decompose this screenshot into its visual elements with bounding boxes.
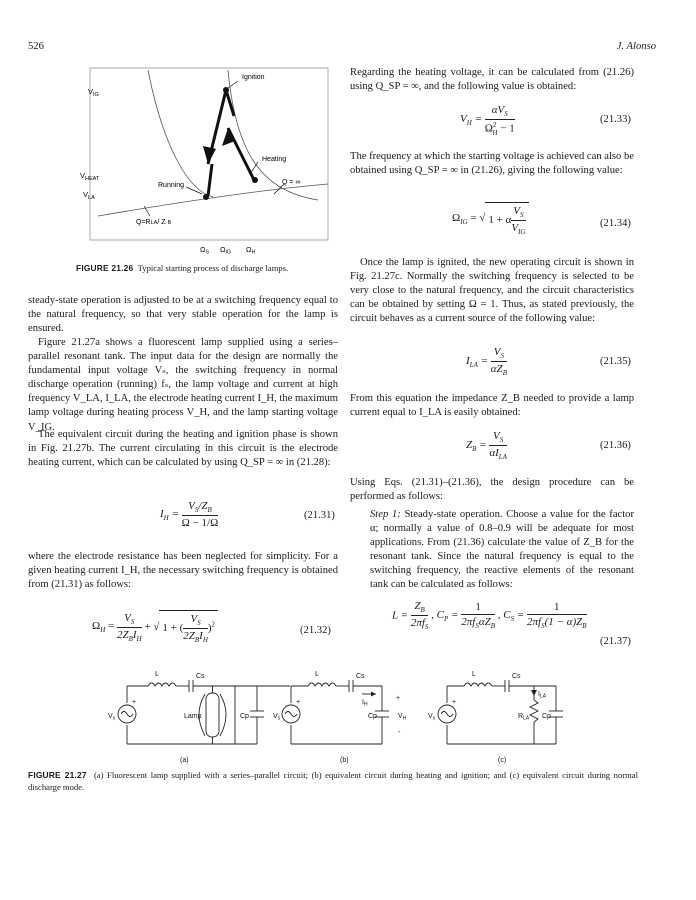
right-step-1: Step 1: Steady-state operation. Choose a value for the factor α; normally a value of 0.8–0.9 will be adequate for most applications. From (21.36) calculate the value of Z_B for the resonant tank. Since the natural frequency is equal to the switching frequency, the reactive elements of the resonant tank can be calculated as follows: (370, 509, 635, 591)
left-paragraph-3: The equivalent circuit during the heating and ignition phase is shown in Fig. 21.27b. The current circulating in this circuit is the electrode heating current, which can be calculated by using Q_SP = ∞ in (21.28): (28, 429, 338, 469)
svg-text:Cp: Cp (240, 713, 249, 720)
svg-text:+: + (296, 699, 301, 706)
svg-text:VH: $V_H$ (398, 713, 407, 722)
label-ignition: Ignition (242, 74, 265, 81)
label-omega-h: $\Omega_H$ (246, 245, 256, 256)
svg-text:Cp: Cp (368, 713, 377, 720)
left-paragraph-1: steady-state operation is adjusted to be at a switching frequency equal to the natural frequency, so that very stable operation for the lamp is ensured. (28, 295, 338, 335)
equation-21-34: $\Omega_{IG}$ = √ 1 + α $\frac{V_S}{V_{IG}}$ (452, 202, 529, 236)
figure-21-27-caption: FIGURE 21.27 (a) Fluorescent lamp supplied with a series–parallel circuit; (b) equivalent circuit during heating and ignition; and (c) equivalent circuit during normal discharge mode. (28, 770, 639, 792)
running-author: J. Alonso (616, 41, 656, 52)
svg-text:(a): (a) (180, 757, 189, 764)
svg-text:+: + (396, 695, 401, 702)
label-running: Running (158, 182, 185, 189)
equation-21-35: $I_{LA}$ = $\frac{V_S}{\alpha Z_B}$ (466, 346, 507, 378)
right-paragraph-2: The frequency at which the starting voltage is achieved can also be obtained using Q_SP = ∞ in (21.26), giving the following value: (350, 151, 634, 177)
curve-left (148, 70, 213, 197)
svg-text:(c): (c) (498, 757, 507, 764)
svg-text:+: + (132, 699, 137, 706)
current-arrow-b-icon (371, 692, 376, 697)
circuit-b (282, 680, 389, 744)
svg-text:ILA: $I_{LA}$ (538, 691, 547, 700)
inductor-b-icon (308, 683, 336, 686)
svg-text:L: L (315, 671, 319, 678)
svg-text:Cs: Cs (512, 673, 521, 680)
curve-right (228, 70, 318, 200)
trajectory-drop (208, 164, 212, 196)
right-paragraph-5: Using Eqs. (21.31)–(21.36), the design procedure can be performed as follows: (350, 477, 634, 503)
page-number: 526 (28, 41, 44, 52)
equation-number-21-37: (21.37) (600, 636, 631, 647)
label-q-infinity: Q = ∞ (282, 179, 301, 186)
equation-number-21-34: (21.34) (600, 218, 631, 229)
right-paragraph-1: Regarding the heating voltage, it can be calculated from (21.26) using Q_SP = ∞, and the following value is obtained: (350, 67, 634, 93)
equation-21-33: $V_H$ = $\frac{\alpha V_S}{\Omega^2_H - 1}$ (460, 104, 515, 138)
equation-21-37: L = $\frac{Z_B}{2\pi f_S}$ , $C_P$ = $\frac{1}{2\pi f_S\alpha Z_B}$ , $C_S$ = $\frac{1}{2\pi f_S(1 - \alpha)Z_B}$ (392, 600, 587, 632)
figure-21-26 (78, 66, 342, 262)
curve-running (98, 184, 328, 216)
equation-number-21-35: (21.35) (600, 356, 631, 367)
svg-text:Vs: $V_s$ (273, 713, 281, 722)
circuit-a (118, 680, 290, 744)
svg-text:Cp: Cp (542, 713, 551, 720)
equation-number-21-36: (21.36) (600, 440, 631, 451)
inductor-c-icon (464, 683, 492, 686)
left-paragraph-2: Figure 21.27a shows a fluorescent lamp supplied using a series–parallel resonant tank. The input data for the design are normally the fundamental input voltage Vₛ, the switching frequency in normal discharge operation (running) fₛ, the lamp voltage and current at high frequency V_LA, I_LA, the electrode heating current I_H, the maximum lamp voltage during heating process V_H, and the lamp starting voltage V_IG. (28, 337, 338, 433)
lamp-tube-icon (206, 693, 219, 737)
resistor-c-icon (530, 700, 538, 722)
inductor-a-icon (148, 683, 176, 686)
svg-text:L: L (472, 671, 476, 678)
svg-text:Vs: $V_s$ (428, 713, 436, 722)
right-paragraph-3: Once the lamp is ignited, the new operating circuit is shown in Fig. 21.27c. Normally the switching frequency is selected to be very close to the natural frequency, and the circuit characteristics can be obtained by setting Ω = 1. Thus, as stated previously, the circuit behaves as a current source of the following value: (350, 257, 634, 325)
svg-text:(b): (b) (340, 757, 349, 764)
equation-21-36: $Z_B$ = $\frac{V_S}{\alpha I_{LA}}$ (466, 430, 507, 462)
label-heating: Heating (262, 156, 287, 163)
svg-text:Cs: Cs (356, 673, 365, 680)
label-v-heat: $V_{HEAT}$ (80, 171, 100, 182)
svg-text:+: + (452, 699, 457, 706)
equation-number-21-31: (21.31) (304, 510, 335, 521)
label-omega-ig: $\Omega_{IG}$ (220, 245, 231, 256)
svg-text:Lamp: Lamp (184, 713, 202, 720)
point-running (203, 194, 209, 200)
figure-21-27 (100, 666, 590, 768)
svg-text:RLA: $R_{LA}$ (518, 713, 530, 722)
equation-21-32: $\Omega_H$ = $\frac{V_S}{2Z_BI_H}$ + √ 1 + ( $\frac{V_S}{2Z_BI_H}$ )$^2$ (92, 610, 218, 644)
figure-21-26-caption: FIGURE 21.26 Typical starting process of discharge lamps. (76, 263, 289, 273)
svg-text:-: - (398, 729, 401, 736)
label-omega-s: $\Omega_S$ (200, 245, 209, 256)
svg-text:Cs: Cs (196, 673, 205, 680)
label-v-ig: $V_{IG}$ (88, 87, 99, 98)
svg-text:Vs: $V_s$ (108, 713, 116, 722)
label-v-la: $V_{LA}$ (83, 190, 95, 201)
label-q-ratio: Q=RLA/ Z B (136, 219, 172, 226)
equation-21-31: $I_H$ = $\frac{V_S/Z_B}{\Omega - 1/\Omega}$ (160, 500, 219, 530)
equation-number-21-33: (21.33) (600, 114, 631, 125)
left-paragraph-4: where the electrode resistance has been neglected for simplicity. For a given heating current I_H, the necessary switching frequency is obtained from (21.31) as follows: (28, 551, 338, 591)
right-paragraph-4: From this equation the impedance Z_B needed to provide a lamp current equal to I_LA is easily obtained: (350, 393, 634, 419)
svg-text:IH: $I_H$ (362, 699, 368, 708)
equation-number-21-32: (21.32) (300, 625, 331, 636)
svg-text:L: L (155, 671, 159, 678)
point-heating (252, 177, 258, 183)
circuit-c (438, 680, 563, 744)
